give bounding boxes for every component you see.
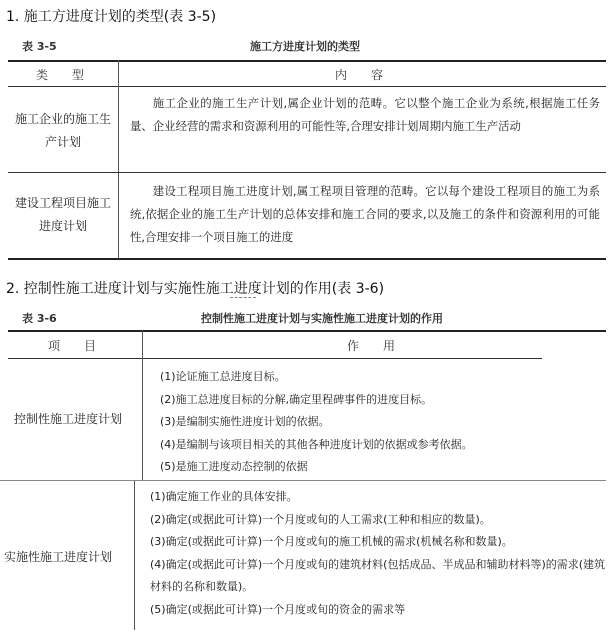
role-item: (3)确定(或据此可计算)一个月度或旬的施工机械的需求(机械名称和数量)。 <box>150 535 513 548</box>
role-item: (2)施工总进度目标的分解,确定里程碑事件的进度目标。 <box>160 392 433 406</box>
role-item: (5)确定(或据此可计算)一个月度或旬的资金的需求等 <box>150 602 406 616</box>
table-3-5-title: 施工方进度计划的类型 <box>250 40 360 53</box>
table-3-6-label: 表 3-6 <box>22 312 57 325</box>
table-3-5-row-rule <box>8 172 606 173</box>
table-3-5-row1-type: 施工企业的施工生产计划 <box>14 112 111 149</box>
role-item: (5)是施工进度动态控制的依据 <box>160 460 308 473</box>
table-3-6-row1-item: 控制性施工进度计划 <box>14 412 123 426</box>
section2-heading: 2. 控制性施工进度计划与实施性施工进度计划的作用(表 3-6) <box>6 281 385 297</box>
table-3-5-header-type: 类 型 <box>35 68 90 82</box>
table-3-6-header-item: 项 目 <box>47 339 102 353</box>
table-3-6-row2-item: 实施性施工进度计划 <box>4 550 113 564</box>
table-3-5-top-rule <box>8 60 606 62</box>
table-3-6-row1-roles <box>160 366 590 479</box>
table-3-6-column-divider-lower <box>134 480 135 630</box>
table-3-5-row1-content: 施工企业的施工生产计划,属企业计划的范畴。它以整个施工企业为系统,根据施工任务量、企业经营的需求和资源利用的可能性等,合理安排计划周期内施工生产活动 <box>130 96 600 133</box>
table-3-5-header-rule <box>8 86 606 87</box>
table-3-6-header-rule <box>8 358 542 359</box>
table-3-6-row-rule <box>0 480 606 481</box>
spellcheck-underline <box>230 294 256 298</box>
table-3-5-bottom-rule <box>8 258 606 260</box>
table-3-6-row2-roles <box>150 486 606 621</box>
role-item: (3)是编制实施性进度计划的依据。 <box>160 415 330 428</box>
table-3-6-header-role: 作 用 <box>346 339 401 353</box>
table-3-5-label: 表 3-5 <box>22 40 57 53</box>
role-item: (4)是编制与该项目相关的其他各种进度计划的依据或参考依据。 <box>160 437 473 451</box>
table-3-5-column-divider <box>118 60 119 258</box>
table-3-5-header-content: 内 容 <box>334 68 389 82</box>
table-3-6-top-rule <box>8 330 606 332</box>
role-item: (1)论证施工总进度目标。 <box>160 370 286 383</box>
role-item: (1)确定施工作业的具体安排。 <box>150 490 298 503</box>
table-3-6-column-divider-upper <box>142 330 143 480</box>
section1-heading: 1. 施工方进度计划的类型(表 3-5) <box>6 9 217 25</box>
role-item: (4)确定(或据此可计算)一个月度或旬的建筑材料(包括成品、半成品和辅助材料等)的需求(建筑材料的名称和数量)。 <box>150 557 606 593</box>
role-item: (2)确定(或据此可计算)一个月度或旬的人工需求(工种和相应的数量)。 <box>150 512 491 526</box>
table-3-6-title: 控制性施工进度计划与实施性施工进度计划的作用 <box>201 312 443 325</box>
table-3-5-row2-type: 建设工程项目施工进度计划 <box>14 196 111 233</box>
table-3-5-row2-content: 建设工程项目施工进度计划,属工程项目管理的范畴。它以每个建设工程项目的施工为系统,依据企业的施工生产计划的总体安排和施工合同的要求,以及施工的条件和资源利用的可能性,合理安排一个项目施工的进度 <box>130 184 600 244</box>
